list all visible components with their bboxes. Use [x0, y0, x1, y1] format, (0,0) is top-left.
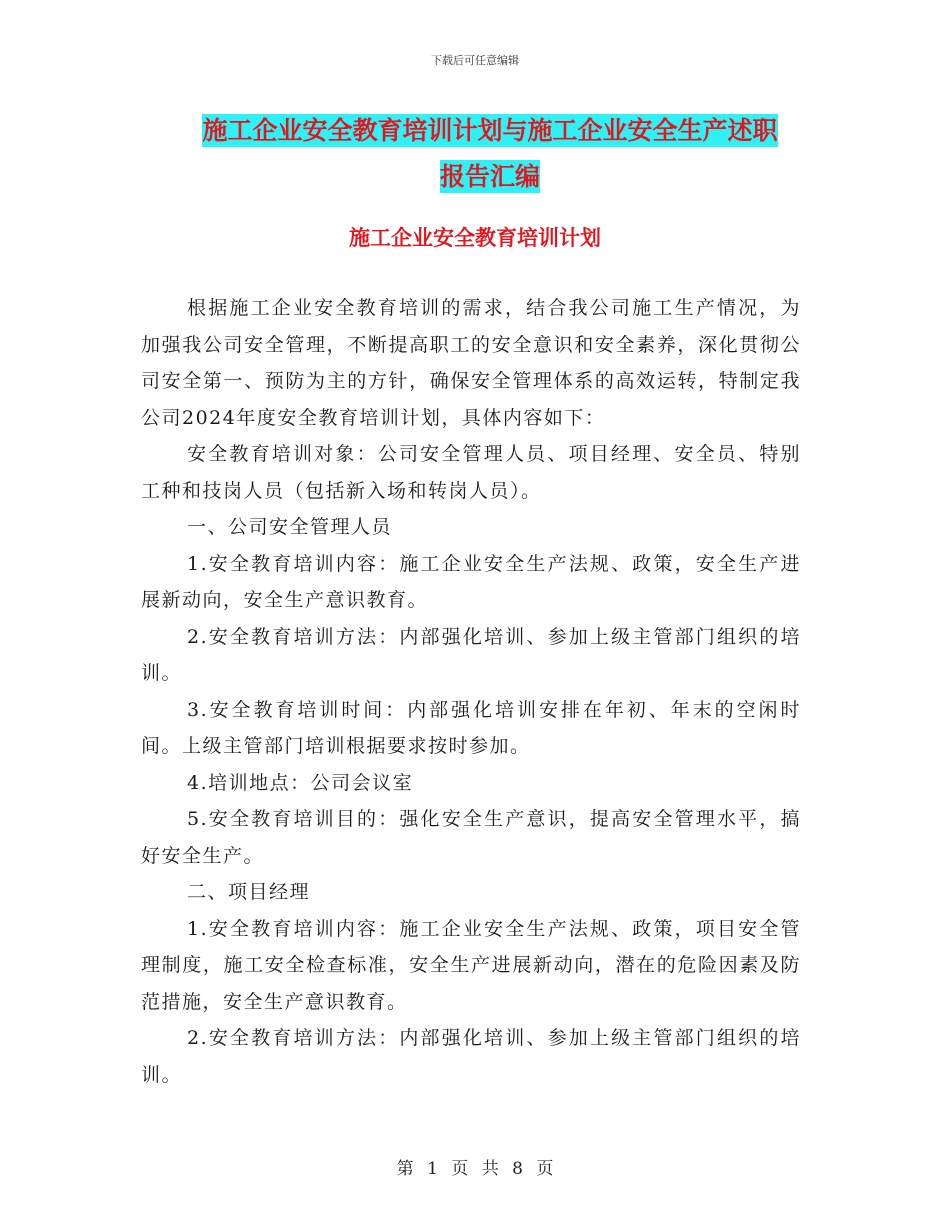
document-title [140, 108, 840, 200]
document-body [141, 290, 801, 1093]
paragraph: 根据施工企业安全教育培训的需求，结合我公司施工生产情况，为加强我公司安全管理，不断提高职工的安全意识和安全素养，深化贯彻公司安全第一、预防为主的方针，确保安全管理体系的高效运转，特制定我公司2024年度安全教育培训计划，具体内容如下： [141, 297, 801, 429]
document-title-line-1: 施工企业安全教育培训计划与施工企业安全生产述职 [202, 116, 778, 145]
footer-prefix: 第 [396, 1159, 414, 1179]
paragraph: 3.安全教育培训时间：内部强化培训安排在年初、年末的空闲时间。上级主管部门培训根据要求按时参加。 [141, 698, 801, 757]
paragraph: 1.安全教育培训内容：施工企业安全生产法规、政策，项目安全管理制度，施工安全检查标准，安全生产进展新动向，潜在的危险因素及防范措施，安全生产意识教育。 [141, 917, 801, 1013]
paragraph: 2.安全教育培训方法：内部强化培训、参加上级主管部门组织的培训。 [141, 1027, 801, 1086]
paragraph: 5.安全教育培训目的：强化安全生产意识，提高安全管理水平，搞好安全生产。 [141, 808, 801, 867]
footer-suffix: 页 [536, 1159, 554, 1179]
section-title: 施工企业安全教育培训计划 [349, 226, 601, 250]
section-heading: 二、项目经理 [187, 881, 311, 903]
document-title-line-2: 报告汇编 [439, 162, 540, 191]
paragraph: 1.安全教育培训内容：施工企业安全生产法规、政策，安全生产进展新动向，安全生产意识教育。 [141, 552, 801, 611]
footer-mid: 页 [451, 1159, 469, 1179]
page-footer [0, 1154, 950, 1179]
footer-page-number: 1 [427, 1159, 438, 1179]
paragraph: 安全教育培训对象：公司安全管理人员、项目经理、安全员、特别工种和技岗人员（包括新入场和转岗人员）。 [141, 443, 801, 502]
footer-total-pages: 8 [512, 1159, 523, 1179]
section-heading: 一、公司安全管理人员 [187, 516, 393, 538]
paragraph: 4.培训地点：公司会议室 [187, 771, 414, 794]
footer-total-prefix: 共 [481, 1159, 499, 1179]
paragraph: 2.安全教育培训方法：内部强化培训、参加上级主管部门组织的培训。 [141, 625, 801, 684]
header-note: 下载后可任意编辑 [431, 54, 519, 67]
